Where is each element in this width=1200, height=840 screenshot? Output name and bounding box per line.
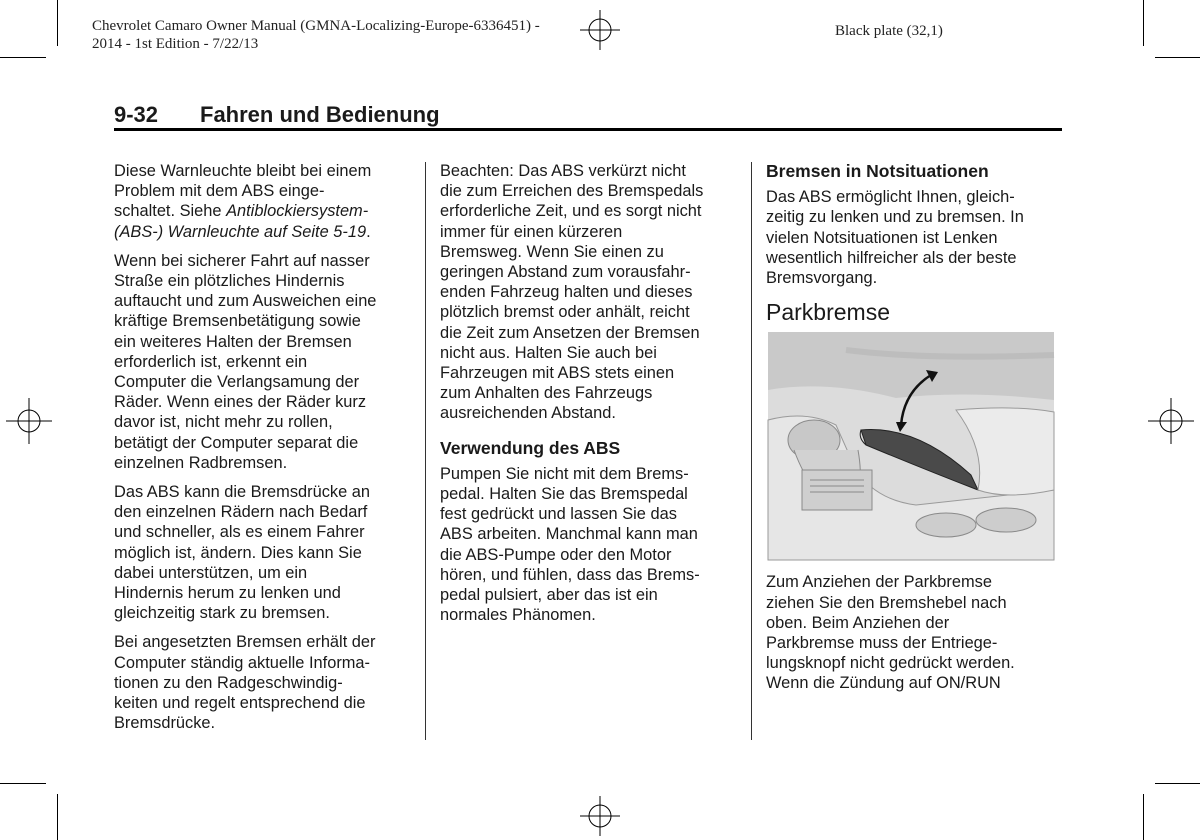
section-heading-emergency-braking: Bremsen in Notsituationen bbox=[766, 161, 989, 181]
header-edition: 2014 - 1st Edition - 7/22/13 bbox=[92, 36, 259, 52]
text-line: und schneller, als es einem Fahrer bbox=[114, 523, 365, 542]
text-line: zum Anhalten des Fahrzeugs bbox=[440, 384, 653, 403]
parking-brake-illustration bbox=[766, 330, 1056, 562]
registration-mark-right-icon bbox=[1148, 398, 1194, 444]
text-line: einzelnen Radbremsen. bbox=[114, 453, 288, 472]
text-line: betätigt der Computer separat die bbox=[114, 433, 359, 452]
text-line: Diese Warnleuchte bleibt bei einem bbox=[114, 162, 372, 180]
title-rule bbox=[114, 128, 1062, 131]
text-line: pedal pulsiert, aber das ist ein bbox=[440, 586, 658, 605]
text-line: Beachten: Das ABS verkürzt nicht bbox=[440, 162, 686, 180]
cross-reference: (ABS-) Warnleuchte auf Seite 5-19 bbox=[114, 222, 367, 241]
text-line: Fahrzeugen mit ABS stets einen bbox=[440, 364, 675, 383]
paragraph-obstacle bbox=[114, 251, 414, 473]
page-number: 9-32 bbox=[114, 102, 159, 127]
paragraph-warning-light bbox=[114, 161, 414, 242]
text-line: plötzlich bremst oder anhält, reicht bbox=[440, 303, 690, 322]
text-line bbox=[114, 201, 414, 221]
text-line: zeitig zu lenken und zu bremsen. In bbox=[766, 208, 1024, 227]
column-3 bbox=[766, 161, 1066, 703]
text-line: ausreichenden Abstand. bbox=[440, 404, 616, 423]
text-line: lungsknopf nicht gedrückt werden. bbox=[766, 654, 1015, 673]
text-line: ein weiteres Halten der Bremsen bbox=[114, 332, 352, 351]
text-line: fest gedrückt und lassen Sie das bbox=[440, 505, 677, 524]
text-line: geringen Abstand zum vorausfahr- bbox=[440, 263, 691, 282]
text-fragment: . bbox=[366, 222, 371, 241]
text-line: Räder. Wenn eines der Räder kurz bbox=[114, 393, 367, 412]
text-line: erforderlich ist, erkennt ein bbox=[114, 352, 308, 371]
text-line: ABS arbeiten. Manchmal kann man bbox=[440, 525, 698, 544]
text-line: davor ist, nicht mehr zu rollen, bbox=[114, 413, 333, 432]
text-line: Wenn bei sicherer Fahrt auf nasser bbox=[114, 251, 370, 270]
column-divider bbox=[751, 162, 752, 740]
text-line: möglich ist, ändern. Dies kann Sie bbox=[114, 543, 362, 562]
text-line: erforderliche Zeit, und es sorgt nicht bbox=[440, 202, 702, 221]
text-line bbox=[114, 222, 414, 242]
text-line: Pumpen Sie nicht mit dem Brems- bbox=[440, 464, 689, 483]
section-heading-parking-brake: Parkbremse bbox=[766, 299, 890, 326]
paragraph-using-abs bbox=[440, 464, 742, 626]
text-line: die ABS-Pumpe oder den Motor bbox=[440, 545, 672, 564]
text-line: auftaucht und zum Ausweichen eine bbox=[114, 292, 377, 311]
text-line: kräftige Bremsenbetätigung sowie bbox=[114, 312, 361, 331]
text-line: hören, und fühlen, dass das Brems- bbox=[440, 565, 700, 584]
text-line: nicht aus. Halten Sie auch bei bbox=[440, 343, 657, 362]
column-1 bbox=[114, 161, 414, 742]
text-line: Bremsdrücke. bbox=[114, 714, 216, 733]
text-line: Zum Anziehen der Parkbremse bbox=[766, 573, 992, 592]
registration-mark-top-icon bbox=[578, 10, 622, 50]
text-line: Parkbremse muss der Entriege- bbox=[766, 634, 998, 653]
text-line: enden Fahrzeug halten und dieses bbox=[440, 283, 693, 302]
text-line: den einzelnen Rädern nach Bedarf bbox=[114, 503, 368, 522]
header-plate: Black plate (32,1) bbox=[835, 23, 943, 39]
text-line: Computer ständig aktuelle Informa- bbox=[114, 653, 370, 672]
text-fragment: schaltet. Siehe bbox=[114, 202, 227, 221]
column-2 bbox=[440, 161, 742, 634]
cross-reference: Antiblockiersystem- bbox=[226, 202, 369, 221]
registration-mark-left-icon bbox=[6, 398, 52, 444]
text-line: Problem mit dem ABS einge- bbox=[114, 182, 325, 201]
section-heading-using-abs: Verwendung des ABS bbox=[440, 437, 621, 458]
text-line: Bremsvorgang. bbox=[766, 269, 878, 288]
text-line: Das ABS ermöglicht Ihnen, gleich- bbox=[766, 188, 1015, 207]
text-line: Wenn die Zündung auf ON/RUN bbox=[766, 674, 1001, 693]
text-line: Straße ein plötzliches Hindernis bbox=[114, 272, 345, 291]
text-line: tionen zu den Radgeschwindig- bbox=[114, 673, 343, 692]
text-line: wesentlich hilfreicher als der beste bbox=[766, 248, 1017, 267]
paragraph-emergency-braking bbox=[766, 187, 1066, 288]
column-divider bbox=[425, 162, 426, 740]
paragraph-note bbox=[440, 161, 742, 424]
text-line: pedal. Halten Sie das Bremspedal bbox=[440, 485, 688, 504]
paragraph-computer-updates bbox=[114, 632, 414, 733]
text-line: keiten und regelt entsprechend die bbox=[114, 694, 366, 713]
text-line: vielen Notsituationen ist Lenken bbox=[766, 228, 998, 247]
text-line: die Zeit zum Ansetzen der Bremsen bbox=[440, 323, 700, 342]
header-manual-title: Chevrolet Camaro Owner Manual (GMNA-Localizing-Europe-6336451) - bbox=[92, 18, 540, 34]
text-line: normales Phänomen. bbox=[440, 606, 596, 625]
text-line: die zum Erreichen des Bremspedals bbox=[440, 182, 704, 201]
text-line: Das ABS kann die Bremsdrücke an bbox=[114, 483, 371, 502]
text-line: Bremsweg. Wenn Sie einen zu bbox=[440, 242, 664, 261]
paragraph-parking-brake bbox=[766, 572, 1066, 693]
text-line: gleichzeitig stark zu bremsen. bbox=[114, 604, 330, 623]
page-title: Fahren und Bedienung bbox=[200, 102, 440, 127]
registration-mark-bottom-icon bbox=[578, 796, 622, 836]
text-line: Bei angesetzten Bremsen erhält der bbox=[114, 633, 376, 652]
text-line: immer für einen kürzeren bbox=[440, 222, 623, 241]
text-line: Hindernis herum zu lenken und bbox=[114, 584, 341, 603]
paragraph-brake-pressure bbox=[114, 482, 414, 623]
text-line: dabei unterstützen, um ein bbox=[114, 563, 308, 582]
text-line: oben. Beim Anziehen der bbox=[766, 613, 950, 632]
text-line: ziehen Sie den Bremshebel nach bbox=[766, 593, 1007, 612]
text-line: Computer die Verlangsamung der bbox=[114, 373, 360, 392]
